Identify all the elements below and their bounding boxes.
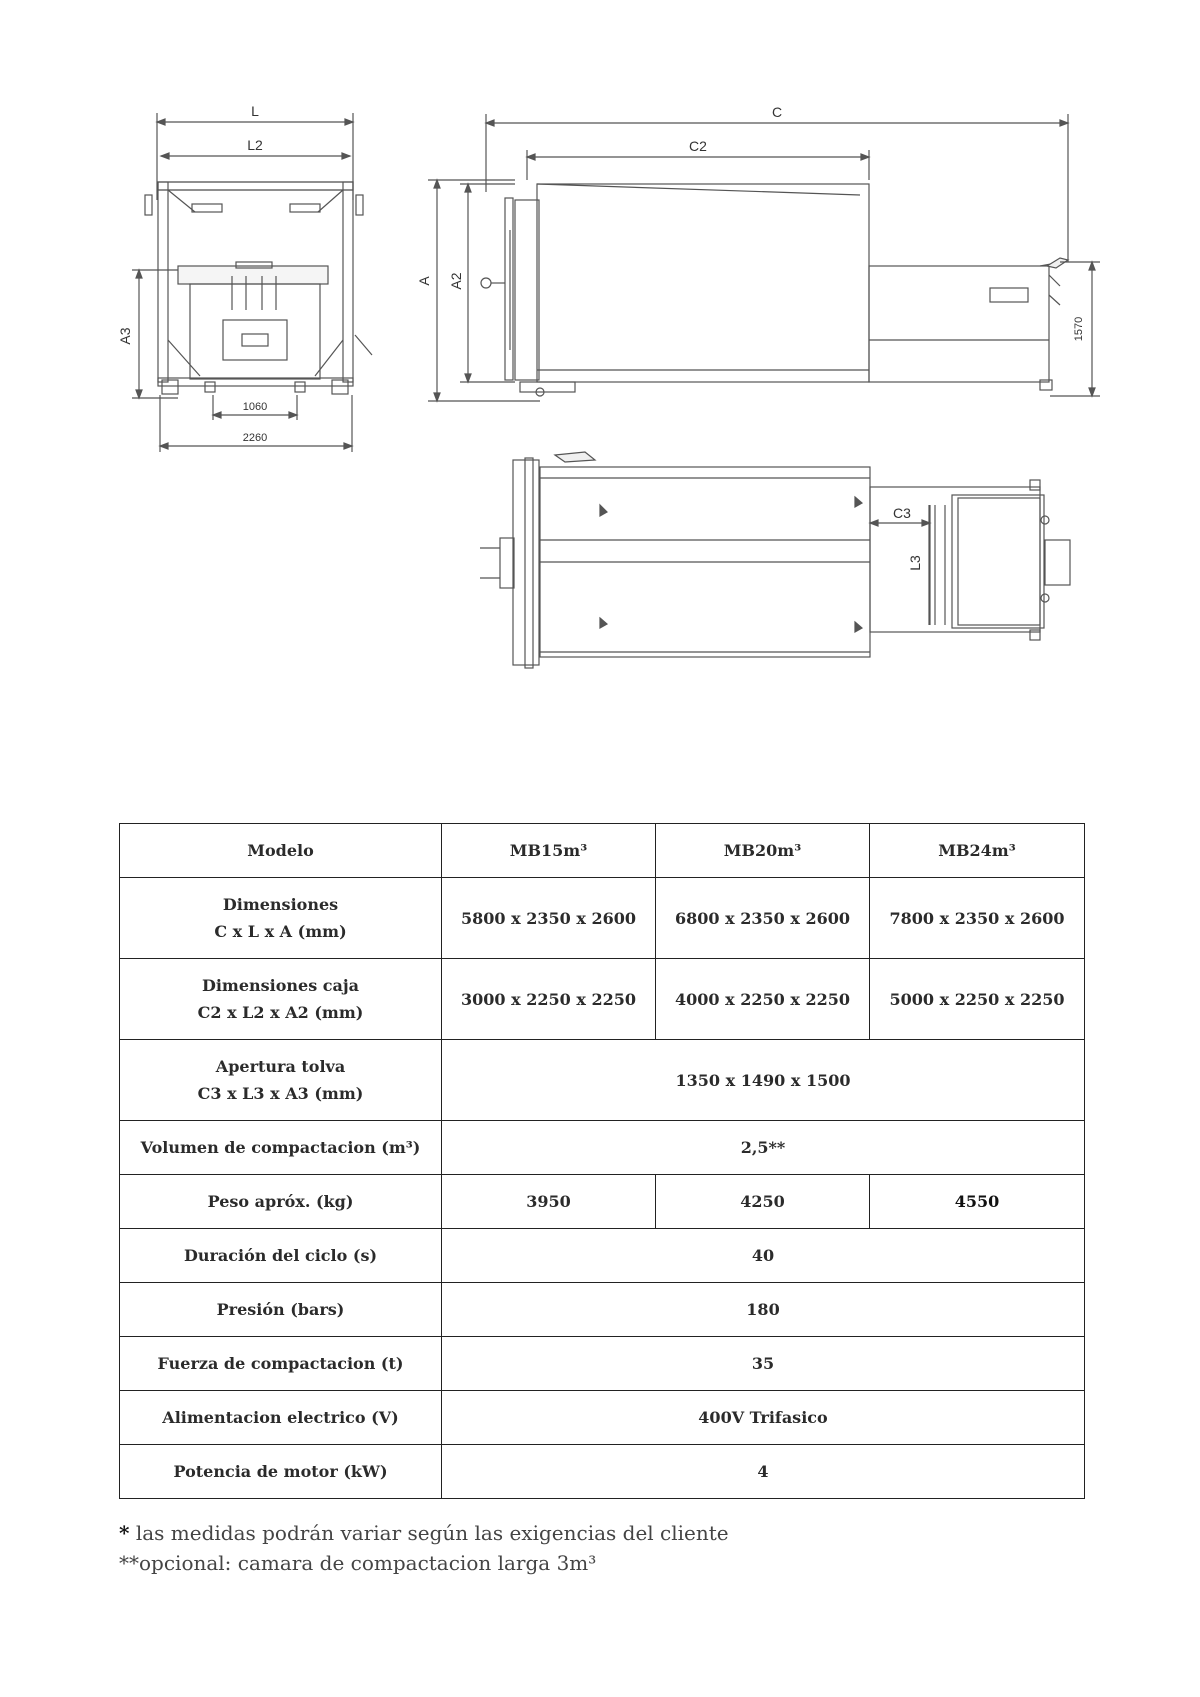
label-A3: A3 — [117, 327, 133, 345]
table-row — [120, 1337, 1085, 1391]
label-2260: 2260 — [242, 432, 268, 444]
header-model-3: MB24m³ — [870, 824, 1085, 878]
label-1570: 1570 — [1073, 316, 1085, 342]
label-L3: L3 — [907, 555, 923, 571]
cell-value-shared: 4 — [442, 1445, 1085, 1499]
table-row — [120, 1175, 1085, 1229]
label-L: L — [251, 103, 259, 119]
row-label-line1: Apertura tolva — [215, 1057, 346, 1076]
footnote-1-star: * — [119, 1521, 130, 1545]
cell-value-shared: 40 — [442, 1229, 1085, 1283]
row-label: Peso apróx. (kg) — [120, 1175, 442, 1229]
row-label-line1: Dimensiones caja — [201, 976, 360, 995]
cell-value: 7800 x 2350 x 2600 — [870, 878, 1085, 959]
row-label-line1: Dimensiones — [222, 895, 339, 914]
row-label-line2: C2 x L2 x A2 (mm) — [197, 1003, 364, 1022]
cell-value: 3000 x 2250 x 2250 — [442, 959, 656, 1040]
front-view — [117, 103, 372, 452]
row-label: Fuerza de compactacion (t) — [120, 1337, 442, 1391]
row-label: Duración del ciclo (s) — [120, 1229, 442, 1283]
label-C3: C3 — [893, 505, 911, 521]
cell-value-shared: 180 — [442, 1283, 1085, 1337]
label-C: C — [771, 104, 783, 120]
row-label — [120, 959, 442, 1040]
label-C2: C2 — [689, 138, 707, 154]
top-view — [480, 452, 1070, 668]
table-row — [120, 1040, 1085, 1121]
table-header-row — [120, 824, 1085, 878]
table-row — [120, 959, 1085, 1040]
row-label: Volumen de compactacion (m³) — [120, 1121, 442, 1175]
spec-table — [119, 823, 1085, 1499]
row-label: Presión (bars) — [120, 1283, 442, 1337]
row-label: Potencia de motor (kW) — [120, 1445, 442, 1499]
header-model-1: MB15m³ — [442, 824, 656, 878]
table-row — [120, 1283, 1085, 1337]
cell-value-shared: 400V Trifasico — [442, 1391, 1085, 1445]
row-label-line2: C3 x L3 x A3 (mm) — [197, 1084, 364, 1103]
table-row — [120, 1229, 1085, 1283]
footnote-1 — [119, 1518, 1019, 1548]
table-row — [120, 1391, 1085, 1445]
cell-value: 5000 x 2250 x 2250 — [870, 959, 1085, 1040]
cell-value: 4000 x 2250 x 2250 — [656, 959, 870, 1040]
row-label — [120, 878, 442, 959]
row-label-line2: C x L x A (mm) — [214, 922, 347, 941]
drawings-svg — [0, 0, 1200, 720]
cell-value-shared: 1350 x 1490 x 1500 — [442, 1040, 1085, 1121]
cell-value-shared: 35 — [442, 1337, 1085, 1391]
table-row — [120, 1445, 1085, 1499]
table-row — [120, 1121, 1085, 1175]
footnote-1-text: las medidas podrán variar según las exigencias del cliente — [129, 1521, 729, 1545]
cell-value: 3950 — [442, 1175, 656, 1229]
cell-value-shared: 2,5** — [442, 1121, 1085, 1175]
header-model-label: Modelo — [120, 824, 442, 878]
technical-drawings — [0, 0, 1200, 720]
cell-value: 5800 x 2350 x 2600 — [442, 878, 656, 959]
row-label — [120, 1040, 442, 1121]
side-view — [416, 104, 1100, 401]
label-A: A — [416, 276, 432, 286]
footnotes — [119, 1518, 1019, 1578]
label-L2: L2 — [247, 137, 263, 153]
header-model-2: MB20m³ — [656, 824, 870, 878]
table-row — [120, 878, 1085, 959]
label-1060: 1060 — [242, 401, 268, 413]
row-label: Alimentacion electrico (V) — [120, 1391, 442, 1445]
cell-value: 6800 x 2350 x 2600 — [656, 878, 870, 959]
cell-value: 4250 — [656, 1175, 870, 1229]
footnote-2: **opcional: camara de compactacion larga 3m³ — [119, 1551, 597, 1575]
label-A2: A2 — [448, 272, 464, 290]
cell-value: 4550 — [870, 1175, 1085, 1229]
